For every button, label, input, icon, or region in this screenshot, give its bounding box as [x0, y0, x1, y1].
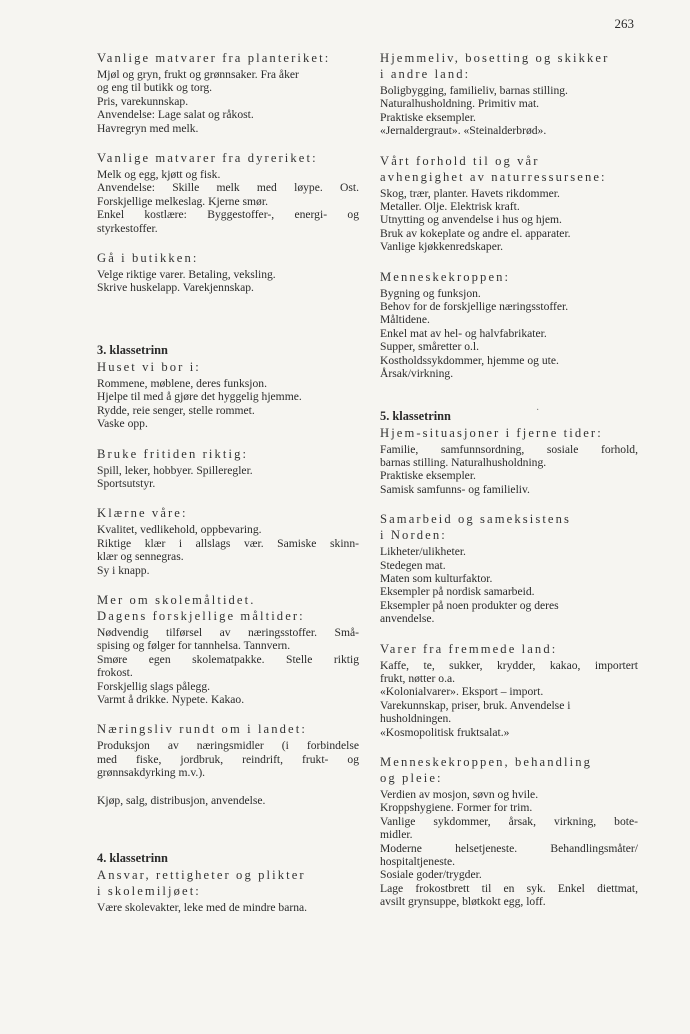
body-line: Sportsutstyr.	[97, 476, 156, 490]
body-line: Anvendelse: Lage salat og råkost.	[97, 108, 254, 122]
body-line: Kvalitet, vedlikehold, oppbevaring.	[97, 523, 262, 537]
body-line: Forskjellig slags pålegg.	[97, 679, 211, 693]
body-line: Årsak/virkning.	[380, 367, 454, 381]
body-line: «Jernaldergraut». «Steinalderbrød».	[380, 124, 547, 138]
body-line: Produksjon av næringsmidler (i forbindelse	[97, 739, 359, 753]
body-line: hospitaltjeneste.	[380, 855, 456, 869]
curriculum-section	[97, 52, 359, 135]
body-line: Skog, trær, planter. Havets rikdommer.	[380, 186, 560, 200]
section-heading: Bruke fritiden riktig:	[97, 446, 249, 461]
body-line: Behov for de forskjellige næringsstoffer.	[380, 300, 569, 314]
section-heading: i skolemiljøet:	[97, 884, 201, 898]
curriculum-section	[97, 507, 359, 577]
body-line: avsilt grynsuppe, bløtkokt egg, loff.	[380, 895, 546, 909]
curriculum-section	[97, 448, 359, 491]
body-line: Pris, varekunnskap.	[97, 94, 189, 108]
body-line: Måltidene.	[380, 313, 430, 327]
body-line: Familie, samfunnsordning, sosiale forhold,	[380, 442, 638, 456]
curriculum-section	[97, 361, 359, 431]
body-line: Eksempler på noen produkter og deres	[380, 598, 559, 612]
curriculum-section	[97, 869, 359, 914]
body-line: Rommene, møblene, deres funksjon.	[97, 376, 268, 390]
body-line: Metaller. Olje. Elektrisk kraft.	[380, 200, 520, 214]
section-heading: Vanlige matvarer fra dyreriket:	[97, 151, 318, 166]
curriculum-section	[380, 513, 638, 625]
grade-heading: 5. klassetrinn	[380, 408, 451, 423]
curriculum-section	[97, 152, 359, 235]
section-heading: Varer fra fremmede land:	[380, 641, 558, 656]
body-line: Sy i knapp.	[97, 563, 150, 577]
body-line: Likheter/ulikheter.	[380, 545, 466, 559]
curriculum-section	[97, 723, 359, 807]
body-line: husholdningen.	[380, 712, 452, 726]
body-line: «Kolonialvarer». Eksport – import.	[380, 685, 544, 699]
body-line: Bruk av kokeplate og andre el. apparater.	[380, 226, 571, 240]
section-heading: Næringsliv rundt om i landet:	[97, 722, 307, 737]
curriculum-section	[380, 271, 638, 381]
body-line: Kjøp, salg, distribusjon, anvendelse.	[97, 793, 266, 807]
stray-mark: ·	[536, 405, 540, 416]
section-heading: Hjemmeliv, bosetting og skikker	[380, 51, 610, 65]
body-line: Havregryn med melk.	[97, 121, 199, 135]
body-line: Praktiske eksempler.	[380, 469, 476, 483]
body-line: Velge riktige varer. Betaling, veksling.	[97, 268, 276, 282]
body-line: med fiske, jordbruk, reindrift, frukt- og	[97, 752, 359, 766]
body-line: Skrive huskelapp. Varekjennskap.	[97, 281, 254, 295]
section-heading: og pleie:	[380, 771, 443, 785]
right-column	[380, 52, 638, 926]
curriculum-section	[97, 252, 359, 295]
section-heading: i Norden:	[380, 528, 447, 543]
curriculum-section	[380, 756, 638, 909]
body-line: Lage frokostbrett til en syk. Enkel diettmat,	[380, 881, 638, 895]
body-line: og eng til butikk og torg.	[97, 81, 213, 95]
page-number: 263	[614, 16, 634, 31]
body-line: Melk og egg, kjøtt og fisk.	[97, 168, 221, 182]
section-heading: Huset vi bor i:	[97, 359, 201, 374]
section-heading: i andre land:	[380, 67, 471, 81]
body-line: Rydde, reie senger, stelle rommet.	[97, 403, 255, 417]
body-line: Vaske opp.	[97, 417, 148, 431]
body-line: Varmt å drikke. Nypete. Kakao.	[97, 692, 245, 706]
section-heading: Menneskekroppen:	[380, 269, 511, 284]
body-line: Sosiale goder/trygder.	[380, 868, 482, 882]
body-line: Naturalhusholdning. Primitiv mat.	[380, 97, 540, 111]
body-line: Nødvendig tilførsel av næringsstoffer. Små-	[97, 625, 359, 639]
body-line: Anvendelse: Skille melk med løype. Ost.	[97, 181, 359, 195]
body-line: Vanlige kjøkkenredskaper.	[380, 240, 503, 254]
curriculum-section	[380, 643, 638, 739]
body-line: Spill, leker, hobbyer. Spilleregler.	[97, 463, 253, 477]
body-line: Varekunnskap, priser, bruk. Anvendelse i	[380, 698, 571, 712]
curriculum-section	[380, 52, 638, 138]
body-line: Smøre egen skolematpakke. Stelle riktig	[97, 652, 359, 666]
body-line: Moderne helsetjeneste. Behandlingsmåter/	[380, 841, 638, 855]
body-line: grønnsakdyrking m.v.).	[97, 766, 206, 780]
body-line: klær og sennegras.	[97, 550, 184, 564]
section-heading: Vårt forhold til og vår	[380, 153, 540, 168]
body-line: Vanlige sykdommer, årsak, virkning, bote-	[380, 814, 638, 828]
body-line: Kaffe, te, sukker, krydder, kakao, importert	[380, 658, 638, 672]
body-line: spising og følger for tannhelsa. Tannvern.	[97, 639, 291, 653]
curriculum-section	[380, 427, 638, 497]
body-line: Enkel mat av hel- og halvfabrikater.	[380, 326, 547, 340]
section-heading: avhengighet av naturressursene:	[380, 169, 607, 184]
body-line: Praktiske eksempler.	[380, 110, 476, 124]
body-line: Bygning og funksjon.	[380, 286, 481, 300]
body-line: Supper, småretter o.l.	[380, 340, 480, 354]
grade-heading: 3. klassetrinn	[97, 342, 168, 357]
section-heading: Vanlige matvarer fra planteriket:	[97, 51, 331, 65]
left-column	[97, 52, 359, 931]
body-line: barnas stilling. Naturalhusholdning.	[380, 455, 547, 469]
section-heading: Dagens forskjellige måltider:	[97, 608, 305, 623]
body-line: «Kosmopolitisk fruktsalat.»	[380, 725, 510, 739]
body-line: styrkestoffer.	[97, 221, 158, 235]
body-line: Forskjellige melkeslag. Kjerne smør.	[97, 194, 268, 208]
body-line: Kroppshygiene. Former for trim.	[380, 801, 533, 815]
body-line: anvendelse.	[380, 612, 435, 626]
section-heading: Mer om skolemåltidet.	[97, 592, 256, 607]
section-heading: Samarbeid og sameksistens	[380, 512, 572, 527]
body-line: Maten som kulturfaktor.	[380, 571, 493, 585]
section-heading: Hjem-situasjoner i fjerne tider:	[380, 425, 603, 440]
body-line: Riktige klær i allslags vær. Samiske skinn-	[97, 536, 359, 550]
body-line: frukt, nøtter o.a.	[380, 671, 456, 685]
section-heading: Klærne våre:	[97, 506, 188, 521]
body-line: Eksempler på nordisk samarbeid.	[380, 585, 535, 599]
body-line: Enkel kostlære: Byggestoffer-, energi- og	[97, 208, 359, 222]
body-line: Kostholdssykdommer, hjemme og ute.	[380, 353, 559, 367]
body-line: Utnytting og anvendelse i hus og hjem.	[380, 213, 562, 227]
grade-heading: 4. klassetrinn	[97, 851, 168, 865]
body-line: Samisk samfunns- og familieliv.	[380, 482, 530, 496]
body-line: Verdien av mosjon, søvn og hvile.	[380, 788, 539, 801]
body-line: Være skolevakter, leke med de mindre barna.	[97, 901, 308, 914]
body-line: frokost.	[97, 666, 133, 680]
body-line: midler.	[380, 828, 413, 842]
section-heading: Ansvar, rettigheter og plikter	[97, 868, 306, 882]
curriculum-section	[97, 594, 359, 706]
section-heading: Menneskekroppen, behandling	[380, 755, 592, 769]
body-line: Mjøl og gryn, frukt og grønnsaker. Fra åker	[97, 68, 299, 81]
body-line: Boligbygging, familieliv, barnas stilling.	[380, 84, 568, 97]
spacer	[97, 780, 359, 794]
section-heading: Gå i butikken:	[97, 251, 199, 266]
curriculum-section	[380, 155, 638, 254]
body-line: Stedegen mat.	[380, 558, 446, 572]
body-line: Hjelpe til med å gjøre det hyggelig hjemme.	[97, 390, 302, 404]
